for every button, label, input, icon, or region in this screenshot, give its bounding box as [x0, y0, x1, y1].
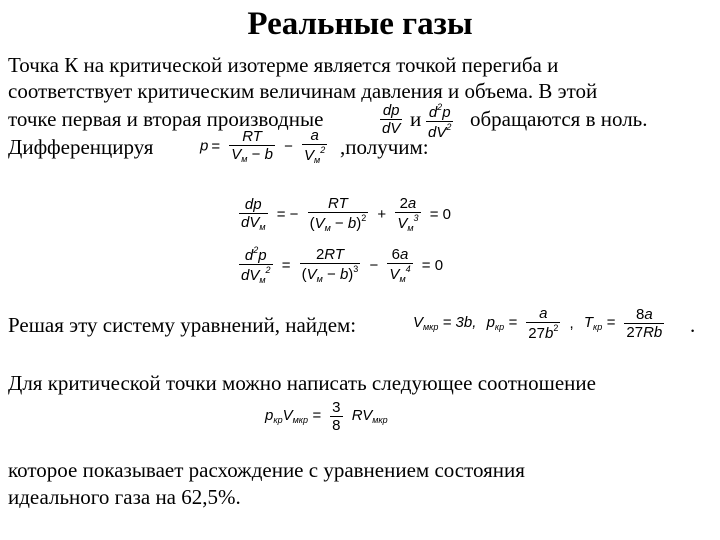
first-derivative-formula: $\frac{dp}{dV}$ [382, 102, 401, 137]
paragraph-line-8: идеального газа на 62,5%. [8, 485, 241, 509]
critical-state-ratio: $p_{кр}V_{мкр}$ = $\frac{3}{8}$ $RV_{мкр}$ [265, 399, 388, 434]
second-derivative-formula: $\frac{d^2p}{dV^2}$ [428, 102, 452, 141]
second-derivative-equation: $\frac{d^2p}{dV_м^2}$ = $\frac{2RT}{(V_м - b)^3}$ − $\frac{6a}{V_м^4}$ = 0 [241, 245, 444, 285]
paragraph-line-5: Решая эту систему уравнений, найдем: [8, 313, 357, 337]
paragraph-line-6: Для критической точки можно написать следующее соотношение [8, 371, 596, 395]
paragraph-line-4: Дифференцируя [8, 135, 154, 159]
paragraph-line-2: соответствует критическим величинам давления и объема. В этой [8, 79, 598, 103]
paragraph-line-1: Точка К на критической изотерме является точкой перегиба и [8, 53, 559, 77]
paragraph-line-3-end: обращаются в ноль. [470, 107, 648, 131]
paragraph-line-5-end: . [690, 313, 696, 337]
paragraph-line-4-end: ,получим: [340, 135, 429, 159]
van-der-waals-equation: p = $\frac{RT}{V_м - b}$ − $\frac{a}{V_м^2}$ [200, 127, 326, 165]
slide-title: Реальные газы [247, 6, 473, 42]
first-derivative-equation: $\frac{dp}{dV_м}$ = − $\frac{RT}{(V_м - b)^2}$ + $\frac{2a}{V_м^3}$ = 0 [241, 195, 451, 233]
paragraph-line-3: точке первая и вторая производные [8, 107, 324, 131]
critical-parameters-formula: $V_{мкр} = 3b$, $p_{кр}$ = $\frac{a}{27b^2}$ , $T_{кр}$ = $\frac{8a}{27Rb}$ [413, 305, 663, 342]
paragraph-line-7: которое показывает расхождение с уравнением состояния [8, 458, 525, 482]
conjunction-and: и [410, 107, 422, 131]
